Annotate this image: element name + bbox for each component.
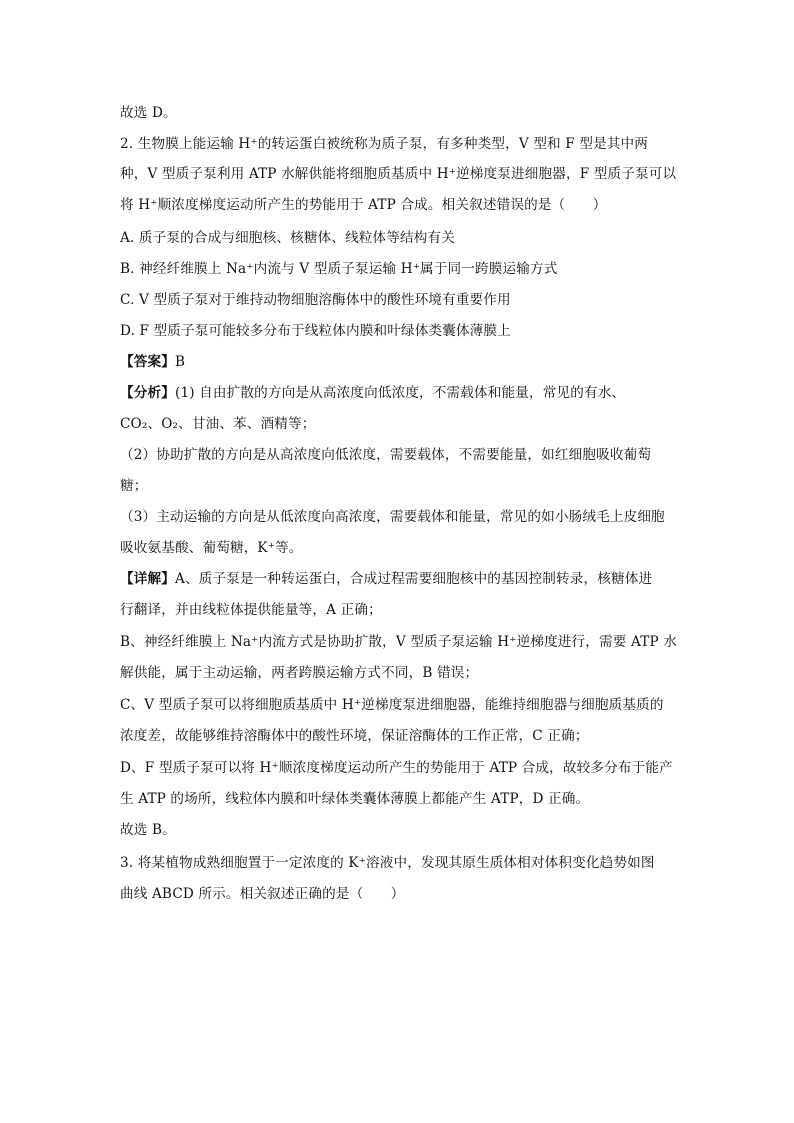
question-3-stem-line-1: 3. 将某植物成熟细胞置于一定浓度的 K⁺溶液中，发现其原生质体相对体积变化趋势如图 [120,855,655,871]
option-c: C. V 型质子泵对于维持动物细胞溶酶体中的酸性环境有重要作用 [120,292,511,308]
explanation-line-6: 浓度差，故能够维持溶酶体中的酸性环境，保证溶酶体的工作正常，C 正确； [120,728,589,744]
question-2-conclusion: 故选 B。 [120,822,176,838]
analysis-text: (1) 自由扩散的方向是从高浓度向低浓度，不需载体和能量，常见的有水、 [174,385,626,401]
explanation-text: A、质子泵是一种转运蛋白，合成过程需要细胞核中的基因控制转录，核糖体进 [174,571,653,587]
question-2-stem-line-3: 将 H⁺顺浓度梯度运动所产生的势能用于 ATP 合成。相关叙述错误的是（ ） [120,197,607,213]
analysis-line-2: CO₂、O₂、甘油、苯、酒精等； [120,416,316,432]
explanation-line-4: 解供能，属于主动运输，两者跨膜运输方式不同，B 错误； [120,665,479,681]
explanation-line-1 [120,569,652,589]
option-d: D. F 型质子泵可能较多分布于线粒体内膜和叶绿体类囊体薄膜上 [120,323,511,339]
answer-label: 【答案】 [120,354,175,370]
answer-value: B [174,354,186,370]
option-a: A. 质子泵的合成与细胞核、核糖体、线粒体等结构有关 [120,230,456,246]
analysis-line-5: （3）主动运输的方向是从低浓度向高浓度，需要载体和能量，常见的如小肠绒毛上皮细胞 [120,509,665,525]
question-2-stem-line-1: 2. 生物膜上能运输 H⁺的转运蛋白被统称为质子泵，有多种类型，V 型和 F 型是其中两 [120,136,649,152]
analysis-line-3: （2）协助扩散的方向是从高浓度向低浓度，需要载体，不需要能量，如红细胞吸收葡萄 [120,447,652,463]
explanation-line-5: C、V 型质子泵可以将细胞质基质中 H⁺逆梯度泵进细胞器，能维持细胞器与细胞质基质的 [120,697,664,713]
question-3-stem-line-2: 曲线 ABCD 所示。相关叙述正确的是（ ） [120,886,405,902]
explanation-line-2: 行翻译，并由线粒体提供能量等，A 正确； [120,602,382,618]
explanation-line-3: B、神经纤维膜上 Na⁺内流方式是协助扩散，V 型质子泵运输 H⁺逆梯度进行，需要 ATP 水 [120,634,677,650]
explanation-label: 【详解】 [120,571,175,587]
previous-answer-conclusion: 故选 D。 [120,105,177,121]
analysis-label: 【分析】 [120,385,175,401]
analysis-line-1 [120,383,625,403]
analysis-line-6: 吸收氨基酸、葡萄糖，K⁺等。 [120,540,303,556]
answer-line [120,352,185,372]
explanation-line-8: 生 ATP 的场所，线粒体内膜和叶绿体类囊体薄膜上都能产生 ATP，D 正确。 [120,791,590,807]
option-b: B. 神经纤维膜上 Na⁺内流与 V 型质子泵运输 H⁺属于同一跨膜运输方式 [120,261,558,277]
analysis-line-4: 糖； [120,478,148,494]
explanation-line-7: D、F 型质子泵可以将 H⁺顺浓度梯度运动所产生的势能用于 ATP 合成，故较多分布于能产 [120,760,673,776]
question-2-stem-line-2: 种，V 型质子泵利用 ATP 水解供能将细胞质基质中 H⁺逆梯度泵进细胞器，F 型质子泵可以 [120,166,677,182]
